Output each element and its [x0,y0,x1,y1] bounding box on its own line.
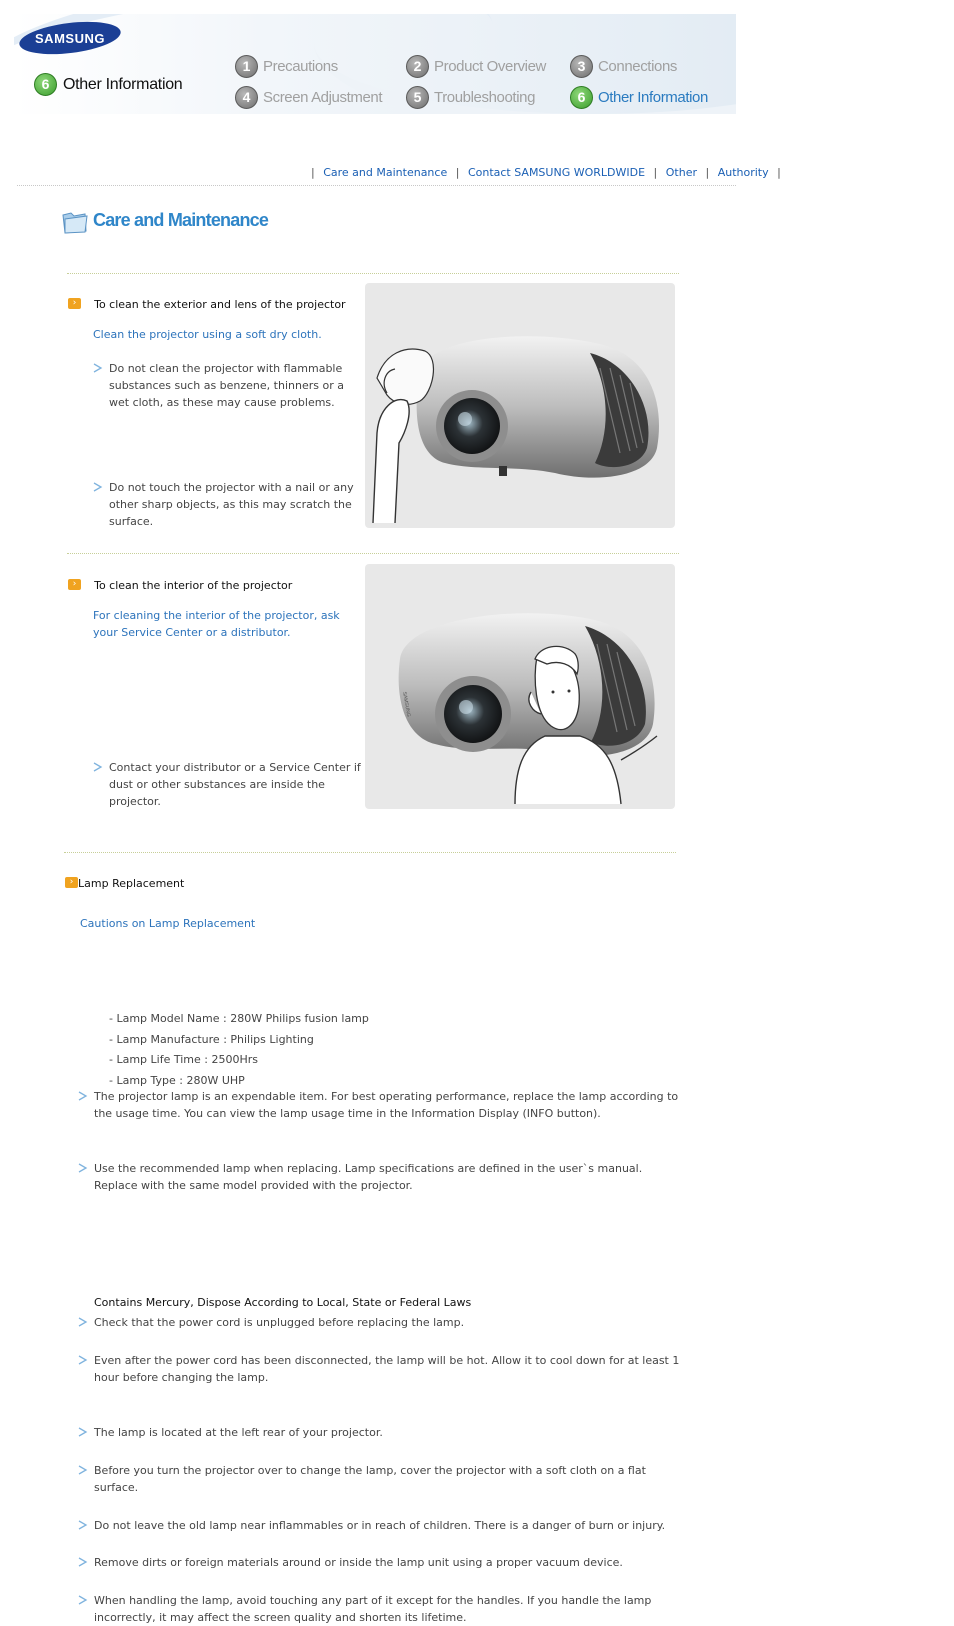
interior-lead: For cleaning the interior of the projector, ask your Service Center or a distributor. [93,609,340,639]
service-center-image [365,564,675,809]
page-title: Care and Maintenance [93,210,269,230]
sub-navigation: | Care and Maintenance | Contact SAMSUNG WORLDWIDE | Other | Authority | [311,166,781,179]
number-1-icon: 1 [235,55,258,78]
interior-heading: › To clean the interior of the projector [68,574,292,593]
arrow-right-icon: › [68,579,81,590]
lamp-heading: › Lamp Replacement [65,872,184,891]
nav-screen-adjustment[interactable]: 4 Screen Adjustment [235,86,382,109]
bullet-arrow-icon [78,1427,88,1437]
list-item: The projector lamp is an expendable item. For best operating performance, replace the lamp according to the usage time. You can view the lamp usage time in the Information Display (INFO button). [78,1088,682,1122]
link-other[interactable]: Other [665,166,697,179]
list-item: Use the recommended lamp when replacing. Lamp specifications are defined in the user`s manual. Replace with the same model provided with the projector. [78,1160,682,1194]
bullet-arrow-icon [78,1355,88,1365]
lamp-cautions-title: Cautions on Lamp Replacement [80,917,256,930]
list-item: Do not clean the projector with flammable substances such as benzene, thinners or a wet cloth, as these may cause problems. [93,360,367,411]
list-item: Contact your distributor or a Service Center if dust or other substances are inside the projector. [93,759,367,810]
lamp-spec-life-time: - Lamp Life Time : 2500Hrs [109,1053,258,1066]
list-item: Even after the power cord has been disconnected, the lamp will be hot. Allow it to cool down for at least 1 hour before changing the lamp. [78,1352,682,1386]
divider [17,185,736,186]
bullet-arrow-icon [78,1520,88,1530]
list-item: Remove dirts or foreign materials around or inside the lamp unit using a proper vacuum device. [78,1554,682,1571]
section-number-icon: 6 [34,73,57,96]
bullet-arrow-icon [93,482,103,492]
number-2-icon: 2 [406,55,429,78]
divider [64,852,676,853]
bullet-arrow-icon [93,762,103,772]
samsung-logo[interactable] [18,21,122,55]
arrow-right-icon: › [65,877,78,888]
list-item: The lamp is located at the left rear of your projector. [78,1424,682,1441]
projector-cleaning-image [365,283,675,528]
exterior-lead: Clean the projector using a soft dry cloth. [93,328,322,341]
nav-connections[interactable]: 3 Connections [570,55,677,78]
folder-icon [61,209,89,235]
nav-product-overview[interactable]: 2 Product Overview [406,55,546,78]
list-item: Before you turn the projector over to change the lamp, cover the projector with a soft cloth on a flat surface. [78,1462,682,1496]
divider [67,273,679,274]
section-title: Other Information [63,75,183,93]
nav-other-information[interactable]: 6 Other Information [570,86,708,109]
nav-troubleshooting[interactable]: 5 Troubleshooting [406,86,535,109]
arrow-right-icon: › [68,298,81,309]
link-contact-samsung-worldwide[interactable]: Contact SAMSUNG WORLDWIDE [467,166,646,179]
bullet-arrow-icon [78,1317,88,1327]
bullet-arrow-icon [78,1163,88,1173]
number-4-icon: 4 [235,86,258,109]
link-care-and-maintenance[interactable]: Care and Maintenance [323,166,448,179]
exterior-heading: › To clean the exterior and lens of the projector [68,293,346,312]
bullet-arrow-icon [93,363,103,373]
divider [67,553,679,554]
lamp-spec-type: - Lamp Type : 280W UHP [109,1074,245,1087]
link-authority[interactable]: Authority [717,166,769,179]
bullet-arrow-icon [78,1091,88,1101]
bullet-arrow-icon [78,1465,88,1475]
number-6-icon: 6 [570,86,593,109]
list-item: When handling the lamp, avoid touching any part of it except for the handles. If you handle the lamp incorrectly, it may affect the screen quality and shorten its lifetime. [78,1592,682,1626]
bullet-arrow-icon [78,1595,88,1605]
svg-text:SAMSUNG: SAMSUNG [401,691,412,718]
svg-text:SAMSUNG: SAMSUNG [35,31,105,46]
list-item: Check that the power cord is unplugged before replacing the lamp. [78,1314,682,1331]
number-3-icon: 3 [570,55,593,78]
list-item: Do not touch the projector with a nail or any other sharp objects, as this may scratch the surface. [93,479,367,530]
mercury-disposal-note: Contains Mercury, Dispose According to Local, State or Federal Laws [94,1296,472,1309]
list-item: Do not leave the old lamp near inflammables or in reach of children. There is a danger of burn or injury. [78,1517,682,1534]
bullet-arrow-icon [78,1557,88,1567]
lamp-spec-model: - Lamp Model Name : 280W Philips fusion lamp [109,1012,369,1025]
current-section [34,73,182,96]
nav-precautions[interactable]: 1 Precautions [235,55,338,78]
lamp-spec-manufacture: - Lamp Manufacture : Philips Lighting [109,1033,314,1046]
number-5-icon: 5 [406,86,429,109]
